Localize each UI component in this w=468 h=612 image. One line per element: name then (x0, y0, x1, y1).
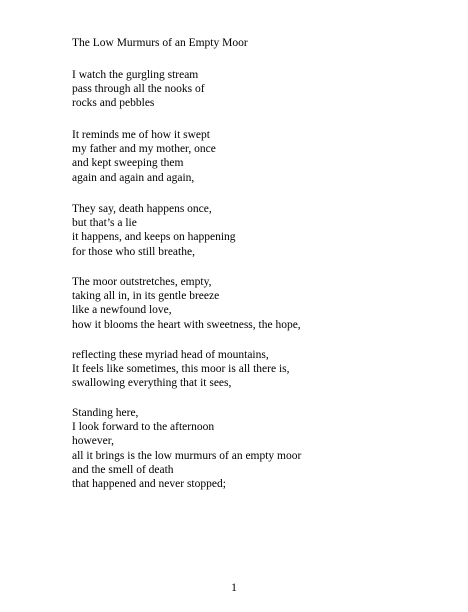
poem-line: it happens, and keeps on happening (72, 231, 236, 244)
stanza-5 (72, 348, 290, 391)
stanza-4 (72, 275, 301, 332)
poem-line: They say, death happens once, (72, 203, 212, 215)
poem-line: It reminds me of how it swept (72, 129, 210, 141)
poem-line: all it brings is the low murmurs of an empty moor (72, 449, 302, 462)
poem-line: and kept sweeping them (72, 157, 184, 170)
poem-line: reflecting these myriad head of mountains, (72, 349, 269, 361)
poem-line: I look forward to the afternoon (72, 421, 215, 434)
poem-line: but that’s a lie (72, 217, 137, 230)
poem-line: swallowing everything that it sees, (72, 377, 232, 390)
poem-line: I watch the gurgling stream (72, 69, 199, 81)
poem-line: that happened and never stopped; (72, 478, 226, 491)
poem-line: and the smell of death (72, 463, 174, 476)
poem-line: my father and my mother, once (72, 143, 216, 156)
poem-line: again and again and again, (72, 171, 195, 184)
poem-line: Standing here, (72, 407, 139, 419)
poem-line: how it blooms the heart with sweetness, the hope, (72, 318, 301, 331)
poem-line: taking all in, in its gentle breeze (72, 290, 220, 303)
poem-line: for those who still breathe, (72, 245, 195, 258)
poem-line: pass through all the nooks of (72, 83, 205, 96)
page-number: 1 (231, 582, 237, 594)
poem-title: The Low Murmurs of an Empty Moor (72, 37, 248, 49)
poem-line: like a newfound love, (72, 304, 172, 317)
stanza-6 (72, 406, 301, 491)
stanza-3 (72, 202, 236, 259)
stanza-2 (72, 128, 216, 185)
poem-line: however, (72, 435, 115, 448)
poem-line: rocks and pebbles (72, 97, 155, 110)
poem-line: The moor outstretches, empty, (72, 276, 212, 288)
poem-line: It feels like sometimes, this moor is all there is, (72, 363, 290, 376)
stanza-1 (72, 68, 205, 111)
